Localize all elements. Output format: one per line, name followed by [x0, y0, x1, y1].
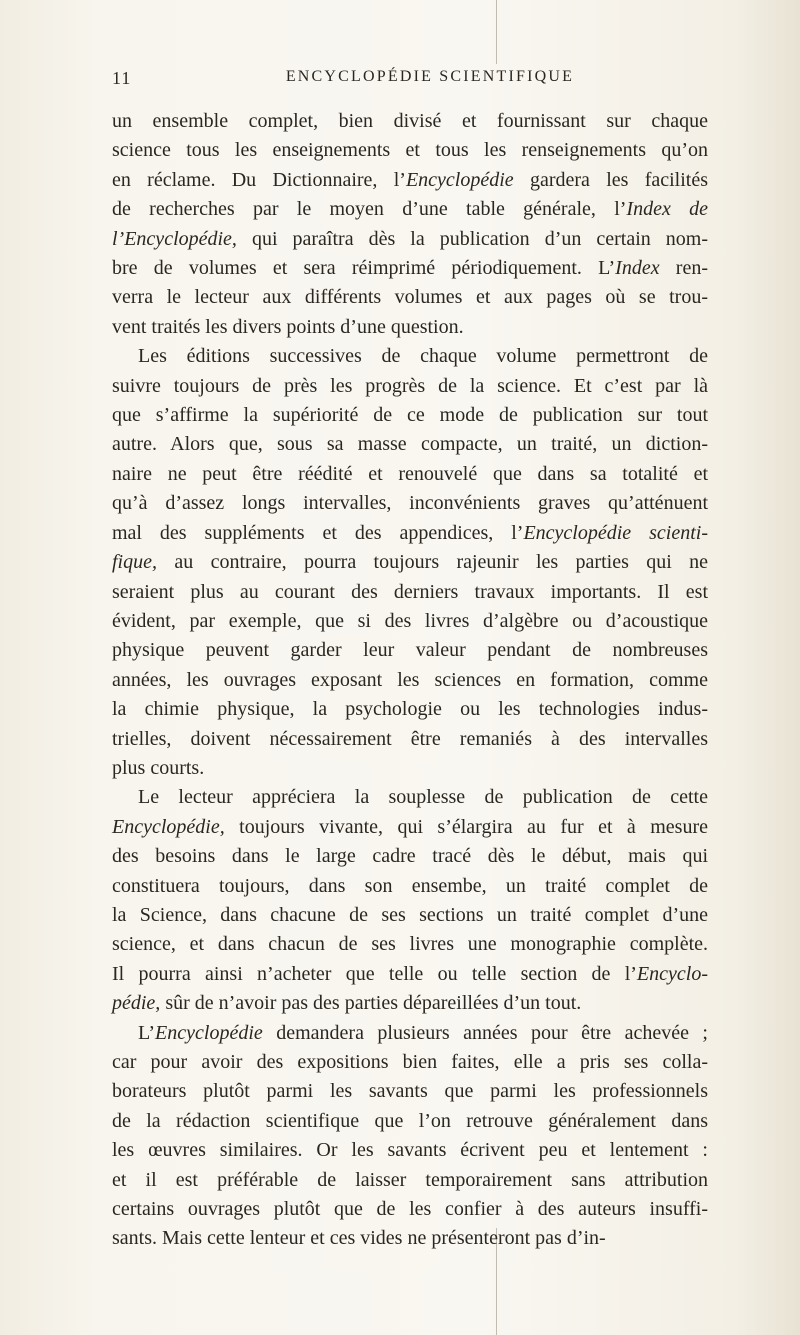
page-crease-top: [496, 0, 497, 64]
text-segment: vent traités les divers points d’une question.: [112, 315, 464, 338]
text-line: [112, 313, 708, 342]
text-line: [112, 342, 708, 371]
running-title: ENCYCLOPÉDIE SCIENTIFIQUE: [285, 68, 575, 85]
text-segment: borateurs plutôt parmi les savants que parmi les professionnels: [112, 1080, 708, 1103]
text-line: [112, 283, 708, 312]
text-line: [112, 872, 708, 901]
text-line: [112, 578, 708, 607]
text-line: [112, 254, 708, 283]
text-segment: Le lecteur appréciera la souplesse de publication de cette: [138, 786, 708, 809]
text-line: [112, 1136, 708, 1165]
text-segment: toujours vivante, qui s’élargira au fur et à mesure: [224, 815, 708, 838]
text-line: [112, 195, 708, 224]
text-segment: et il est préférable de laisser temporairement sans attribution: [112, 1168, 708, 1191]
text-line: [112, 930, 708, 959]
text-segment: science, et dans chacun de ses livres une monographie complète.: [112, 933, 708, 956]
body-text: [112, 107, 708, 1254]
text-segment: Les éditions successives de chaque volume permettront de: [138, 345, 708, 368]
text-line: [112, 1077, 708, 1106]
text-line: [112, 901, 708, 930]
text-segment: un ensemble complet, bien divisé et fournissant sur chaque: [112, 110, 708, 132]
text-segment: de la rédaction scientifique que l’on retrouve généralement dans: [112, 1109, 708, 1132]
text-segment: gardera les facilités: [513, 168, 709, 191]
text-line: [112, 430, 708, 459]
text-line: [112, 1195, 708, 1224]
text-segment: qui paraîtra dès la publication d’un certain nom-: [236, 227, 708, 250]
text-line: [112, 225, 708, 254]
text-line: [112, 695, 708, 724]
italic-text: Encyclopédie scienti-: [523, 521, 708, 544]
text-line: [112, 372, 708, 401]
text-segment: certains ouvrages plutôt que de les confier à des auteurs insuffi-: [112, 1198, 708, 1221]
text-line: [112, 401, 708, 430]
text-segment: car pour avoir des expositions bien faites, elle a pris ses colla-: [112, 1051, 708, 1073]
italic-text: fique,: [112, 551, 157, 574]
text-segment: suivre toujours de près les progrès de la science. Et c’est par là: [112, 374, 708, 397]
text-line: [112, 1224, 708, 1253]
text-segment: bre de volumes et sera réimprimé périodiquement. L’: [112, 257, 616, 280]
text-line: [112, 813, 708, 842]
text-line: [112, 960, 708, 989]
text-segment: verra le lecteur aux différents volumes et aux pages où se trou-: [112, 286, 708, 309]
page-number: 11: [112, 68, 132, 88]
text-line: [112, 107, 708, 136]
text-segment: années, les ouvrages exposant les sciences en formation, comme: [112, 668, 708, 691]
text-segment: seraient plus au courant des derniers travaux importants. Il est: [112, 580, 708, 603]
text-segment: sants. Mais cette lenteur et ces vides ne présenteront pas d’in-: [112, 1227, 606, 1250]
italic-text: Encyclo-: [636, 962, 708, 985]
italic-text: Encyclopédie: [405, 168, 514, 191]
text-segment: évident, par exemple, que si des livres d’algèbre ou d’acoustique: [112, 609, 708, 632]
text-segment: en réclame. Du Dictionnaire, l’: [112, 168, 406, 191]
text-segment: plus courts.: [112, 756, 205, 779]
paragraph: [112, 1019, 708, 1254]
text-segment: que s’affirme la supériorité de ce mode de publication sur tout: [112, 404, 708, 427]
text-segment: la chimie physique, la psychologie ou les technologies indus-: [112, 698, 708, 721]
text-segment: physique peuvent garder leur valeur pendant de nombreuses: [112, 639, 708, 662]
text-line: [112, 607, 708, 636]
text-line: [112, 1048, 708, 1077]
text-line: [112, 519, 708, 548]
text-line: [112, 666, 708, 695]
text-segment: Il pourra ainsi n’acheter que telle ou telle section de l’: [112, 962, 637, 985]
text-segment: L’: [138, 1021, 156, 1044]
text-line: [112, 1019, 708, 1048]
text-line: [112, 548, 708, 577]
text-segment: qu’à d’assez longs intervalles, inconvénients graves qu’atténuent: [112, 492, 708, 515]
text-line: [112, 636, 708, 665]
text-line: [112, 166, 708, 195]
paragraph: [112, 783, 708, 1018]
paragraph: [112, 342, 708, 783]
paragraph: [112, 107, 708, 342]
text-line: [112, 989, 708, 1018]
text-segment: la Science, dans chacune de ses sections un traité complet d’une: [112, 903, 708, 926]
text-line: [112, 725, 708, 754]
italic-text: Index: [615, 257, 660, 280]
text-segment: trielles, doivent nécessairement être remaniés à des intervalles: [112, 727, 708, 750]
italic-text: pédie,: [112, 992, 161, 1015]
text-line: [112, 783, 708, 812]
text-segment: sûr de n’avoir pas des parties dépareillées d’un tout.: [160, 992, 582, 1015]
text-segment: naire ne peut être réédité et renouvelé que dans sa totalité et: [112, 462, 708, 485]
text-line: [112, 754, 708, 783]
italic-text: Encyclopédie,: [112, 815, 225, 838]
text-segment: mal des suppléments et des appendices, l’: [112, 521, 524, 544]
italic-text: Encyclopédie: [155, 1021, 263, 1044]
text-segment: des besoins dans le large cadre tracé dès le début, mais qui: [112, 845, 708, 868]
text-segment: ren-: [659, 257, 708, 280]
text-line: [112, 1107, 708, 1136]
italic-text: Index de: [626, 198, 708, 221]
text-segment: au contraire, pourra toujours rajeunir les parties qui ne: [157, 551, 708, 574]
italic-text: l’Encyclopédie,: [112, 227, 237, 250]
text-line: [112, 489, 708, 518]
text-segment: autre. Alors que, sous sa masse compacte, un traité, un diction-: [112, 433, 708, 456]
text-segment: demandera plusieurs années pour être achevée ;: [262, 1021, 708, 1044]
text-line: [112, 842, 708, 871]
text-line: [112, 136, 708, 165]
text-segment: de recherches par le moyen d’une table générale, l’: [112, 198, 627, 221]
page-header: [112, 68, 708, 92]
text-segment: science tous les enseignements et tous les renseignements qu’on: [112, 139, 708, 162]
text-line: [112, 1166, 708, 1195]
text-line: [112, 460, 708, 489]
text-segment: constituera toujours, dans son ensembe, un traité complet de: [112, 874, 708, 897]
text-segment: les œuvres similaires. Or les savants écrivent peu et lentement :: [112, 1139, 708, 1162]
